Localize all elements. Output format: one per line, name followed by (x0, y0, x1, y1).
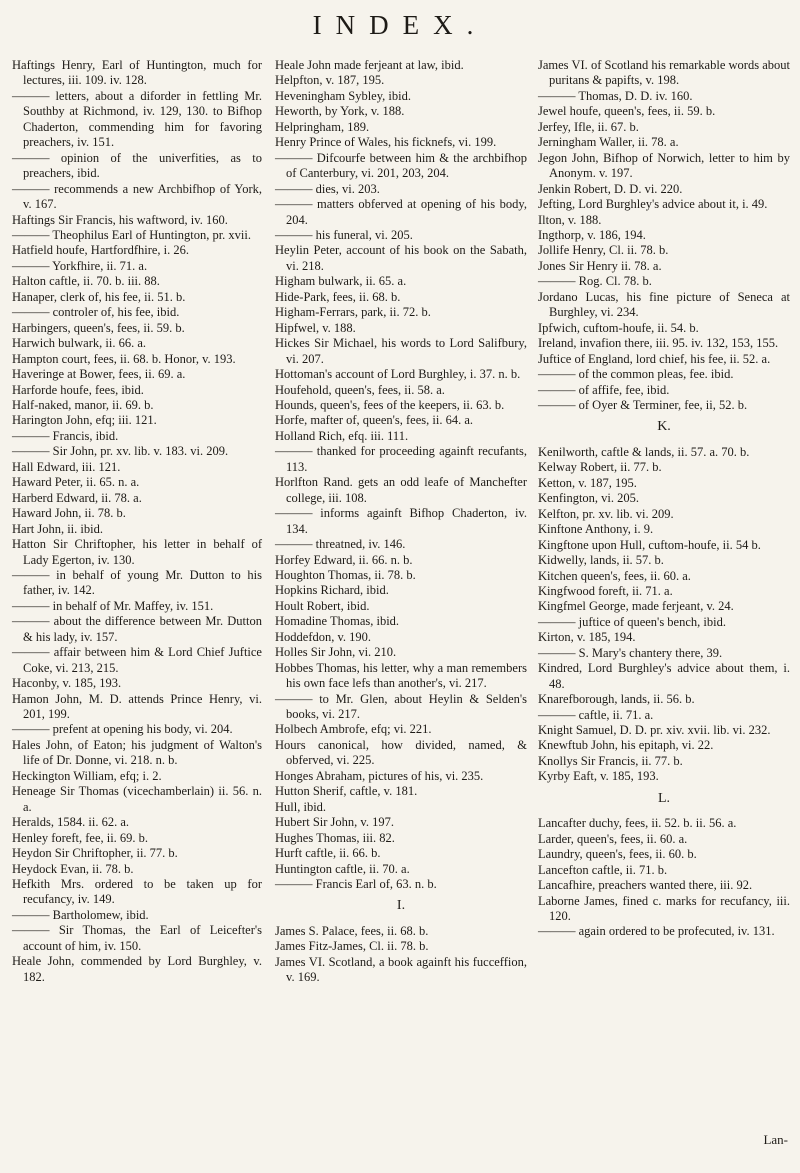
index-entry: ——— prefent at opening his body, vi. 204. (12, 722, 233, 737)
index-entry: Kindred, Lord Burghley's advice about them, i. 48. (538, 661, 790, 691)
index-entry: Hide-Park, fees, ii. 68. b. (275, 289, 401, 304)
index-entry: Jewel houfe, queen's, fees, ii. 59. b. (538, 104, 716, 119)
index-entry: Haconby, v. 185, 193. (12, 676, 122, 691)
index-entry: Ireland, invafion there, iii. 95. iv. 132, 153, 155. (538, 336, 779, 351)
index-entry: Hamon John, M. D. attends Prince Henry, vi. 201, 199. (12, 691, 262, 722)
index-entry: ——— of affife, fee, ibid. (538, 382, 670, 397)
index-entry: ——— Francis Earl of, 63. n. b. (275, 877, 437, 892)
index-entry: Jerningham Waller, ii. 78. a. (538, 135, 679, 150)
catchword: Lan- (763, 1132, 788, 1147)
index-entry: Heralds, 1584. ii. 62. a. (12, 815, 129, 830)
index-entry: Kinftone Anthony, i. 9. (538, 522, 654, 537)
index-entry: ——— to Mr. Glen, about Heylin & Selden's books, vi. 217. (275, 691, 527, 722)
index-entry: Kelway Robert, ii. 77. b. (538, 460, 662, 475)
index-entry: ——— again ordered to be profecuted, iv. 131. (538, 924, 775, 939)
index-entry: Hatton Sir Chriftopher, his letter in behalf of Lady Egerton, iv. 130. (12, 537, 262, 567)
index-entry: ——— caftle, ii. 71. a. (538, 707, 654, 722)
index-entry: Hales John, of Eaton; his judgment of Walton's life of Dr. Donne, vi. 218. n. b. (12, 737, 262, 768)
index-entry: Henry Prince of Wales, his ficknefs, vi. 199. (275, 135, 497, 150)
index-entry: Helpringham, 189. (275, 119, 370, 134)
index-entry: Honges Abraham, pictures of his, vi. 235. (275, 768, 484, 783)
index-entry: Hutton Sherif, caftle, v. 181. (275, 784, 418, 799)
index-entry: ——— in behalf of young Mr. Dutton to his father, iv. 142. (12, 567, 262, 598)
index-entry: Houfehold, queen's, fees, ii. 58. a. (275, 382, 445, 397)
index-entry: ——— informs againft Bifhop Chaderton, iv. 134. (275, 506, 527, 536)
index-entry: ——— of Oyer & Terminer, fee, ii, 52. b. (538, 397, 748, 412)
index-entry: ——— in behalf of Mr. Maffey, iv. 151. (12, 598, 214, 613)
index-entry: Heydock Evan, ii. 78. b. (12, 861, 134, 876)
index-entry: Halton caftle, ii. 70. b. iii. 88. (12, 274, 160, 289)
index-entry: Hopkins Richard, ibid. (275, 583, 389, 598)
index-entry: Jollife Henry, Cl. ii. 78. b. (538, 243, 669, 258)
index-entry: ——— Sir Thomas, the Earl of Leicefter's account of him, iv. 150. (12, 923, 262, 953)
index-entry: ——— Rog. Cl. 78. b. (538, 274, 652, 289)
index-entry: Hall Edward, iii. 121. (12, 459, 121, 474)
index-entry: Horlfton Rand. gets an odd leafe of Manchefter college, iii. 108. (275, 475, 527, 505)
index-entry: Hubert Sir John, v. 197. (275, 815, 394, 830)
index-entry: James S. Palace, fees, ii. 68. b. (275, 923, 429, 938)
index-entry: Hickes Sir Michael, his words to Lord Salifbury, vi. 207. (275, 336, 527, 366)
index-entry: James VI. Scotland, a book againft his fucceffion, v. 169. (275, 954, 527, 985)
index-entry: Jefting, Lord Burghley's advice about it, i. 49. (538, 197, 768, 212)
index-entry: Haftings Henry, Earl of Huntington, much for lectures, iii. 109. iv. 128. (12, 58, 262, 88)
section-letter-heading: K. (657, 419, 671, 435)
index-entry: Haveringe at Bower, fees, ii. 69. a. (12, 367, 186, 382)
index-entry: Jenkin Robert, D. D. vi. 220. (538, 181, 683, 196)
index-entry: ——— letters, about a diforder in fettling Mr. Southby at Richmond, iv. 129, 130. to Bifhop Chaderton, commending him for favoring preachers, iv. 151. (12, 88, 262, 150)
index-entry: Kingfwood foreft, ii. 71. a. (538, 583, 673, 598)
index-entry: Kingftone upon Hull, cuftom-houfe, ii. 54 b. (538, 537, 761, 552)
index-entry: Kirton, v. 185, 194. (538, 630, 636, 645)
index-entry: Hampton court, fees, ii. 68. b. Honor, v. 193. (12, 351, 236, 366)
index-entry: Hottoman's account of Lord Burghley, i. 37. n. b. (275, 367, 521, 382)
index-entry: Hoult Robert, ibid. (275, 598, 370, 613)
index-entry: ——— thanked for proceeding againft recufants, 113. (275, 444, 527, 474)
index-entry: Harwich bulwark, ii. 66. a. (12, 336, 146, 351)
index-entry: ——— Yorkfhire, ii. 71. a. (12, 258, 148, 273)
index-entry: Knewftub John, his epitaph, vi. 22. (538, 738, 714, 753)
index-entry: Ilton, v. 188. (538, 212, 602, 227)
index-entry: Jones Sir Henry ii. 78. a. (538, 258, 662, 273)
index-column-2 (275, 58, 527, 986)
index-entry: ——— of the common pleas, fee. ibid. (538, 367, 734, 382)
index-entry: Haftings Sir Francis, his waftword, iv. 160. (12, 212, 228, 227)
index-entry: Knollys Sir Francis, ii. 77. b. (538, 753, 683, 768)
section-letter-heading: I. (396, 898, 406, 914)
index-entry: Holland Rich, efq. iii. 111. (275, 428, 409, 443)
index-entry: ——— matters obferved at opening of his body, 204. (275, 197, 527, 227)
index-entry: Harforde houfe, fees, ibid. (12, 382, 144, 397)
section-letter-heading: L. (657, 790, 671, 806)
index-entry: Haward Peter, ii. 65. n. a. (12, 475, 140, 490)
index-entry: Jegon John, Bifhop of Norwich, letter to him by Anonym. v. 197. (538, 150, 790, 181)
index-entry: Ketton, v. 187, 195. (538, 475, 637, 490)
index-entry: Hipfwel, v. 188. (275, 320, 356, 335)
index-entry: Houghton Thomas, ii. 78. b. (275, 567, 416, 582)
index-entry: ——— about the difference between Mr. Dutton & his lady, iv. 157. (12, 614, 262, 644)
index-entry: Horfe, mafter of, queen's, fees, ii. 64. a. (275, 413, 474, 428)
index-entry: Hours canonical, how divided, named, & obferved, vi. 225. (275, 737, 527, 768)
index-entry: Higham bulwark, ii. 65. a. (275, 274, 407, 289)
index-entry: Holles Sir John, vi. 210. (275, 645, 397, 660)
index-entry: ——— Difcourfe between him & the archbifhop of Canterbury, vi. 201, 203, 204. (275, 150, 527, 181)
index-entry: Hatfield houfe, Hartfordfhire, i. 26. (12, 243, 190, 258)
index-entry: ——— S. Mary's chantery there, 39. (538, 645, 723, 660)
index-entry: Hoddefdon, v. 190. (275, 629, 372, 644)
index-entry: Hart John, ii. ibid. (12, 521, 103, 536)
index-entry: Heale John made ferjeant at law, ibid. (275, 58, 464, 72)
index-entry: Larder, queen's, fees, ii. 60. a. (538, 831, 688, 846)
index-entry: Hughes Thomas, iii. 82. (275, 830, 395, 845)
index-entry: Harbingers, queen's, fees, ii. 59. b. (12, 320, 185, 335)
index-entry: ——— opinion of the univerfities, as to preachers, ibid. (12, 150, 262, 181)
index-entry: Lancafhire, preachers wanted there, iii. 92. (538, 878, 753, 893)
index-entry: Kenfington, vi. 205. (538, 491, 640, 506)
index-entry: Ipfwich, cuftom-houfe, ii. 54. b. (538, 320, 699, 335)
index-entry: ——— Theophilus Earl of Huntington, pr. xvii. (12, 227, 251, 242)
index-entry: Heneage Sir Thomas (vicechamberlain) ii. 56. n. a. (12, 784, 262, 814)
index-entry: Haward John, ii. 78. b. (12, 506, 126, 521)
index-entry: Heveningham Sybley, ibid. (275, 88, 411, 103)
index-entry: Knight Samuel, D. D. pr. xiv. xvii. lib. vi. 232. (538, 723, 771, 738)
index-entry: Kenilworth, caftle & lands, ii. 57. a. 70. b. (538, 444, 750, 459)
index-entry: James VI. of Scotland his remarkable words about puritans & papifts, v. 198. (538, 58, 790, 88)
index-entry: Kelfton, pr. xv. lib. vi. 209. (538, 506, 674, 521)
index-entry: Heckington William, efq; i. 2. (12, 768, 162, 783)
index-entry: Lancefton caftle, ii. 71. b. (538, 862, 668, 877)
index-entry: Hefkith Mrs. ordered to be taken up for recufancy, iv. 149. (12, 877, 262, 907)
index-entry: Homadine Thomas, ibid. (275, 614, 400, 629)
index-entry: ——— controler of, his fee, ibid. (12, 305, 180, 320)
index-entry: ——— affair between him & Lord Chief Juftice Coke, vi. 213, 215. (12, 645, 262, 675)
index-entry: ——— Bartholomew, ibid. (12, 907, 149, 922)
index-entry: Helpfton, v. 187, 195. (275, 73, 385, 88)
index-entry: Harberd Edward, ii. 78. a. (12, 490, 142, 505)
index-entry: Laundry, queen's, fees, ii. 60. b. (538, 847, 697, 862)
index-entry: James Fitz-James, Cl. ii. 78. b. (275, 939, 429, 954)
index-entry: Juftice of England, lord chief, his fee, ii. 52. a. (538, 351, 771, 366)
index-entry: Hurft caftle, ii. 66. b. (275, 846, 381, 861)
index-entry: Jordano Lucas, his fine picture of Seneca at Burghley, vi. 234. (538, 289, 790, 320)
index-entry: ——— juftice of queen's bench, ibid. (538, 614, 726, 629)
index-entry: ——— Francis, ibid. (12, 428, 119, 443)
index-entry: ——— Thomas, D. D. iv. 160. (538, 88, 693, 103)
page-title: INDEX. (312, 10, 488, 40)
index-entry: ——— threatned, iv. 146. (275, 537, 406, 552)
index-entry: Hobbes Thomas, his letter, why a man remembers his own face lefs than another's, vi. 217. (275, 660, 527, 691)
index-entry: ——— his funeral, vi. 205. (275, 227, 413, 242)
index-entry: Knarefborough, lands, ii. 56. b. (538, 692, 695, 707)
index-entry: Henley foreft, fee, ii. 69. b. (12, 830, 149, 845)
index-entry: Hounds, queen's, fees of the keepers, ii. 63. b. (275, 397, 505, 412)
index-entry: ——— dies, vi. 203. (275, 181, 380, 196)
index-entry: ——— Sir John, pr. xv. lib. v. 183. vi. 209. (12, 444, 229, 459)
index-column-1 (12, 58, 262, 985)
index-entry: Hull, ibid. (275, 799, 327, 814)
index-entry: Holbech Ambrofe, efq; vi. 221. (275, 722, 432, 737)
index-entry: Huntington caftle, ii. 70. a. (275, 861, 410, 876)
index-entry: Heylin Peter, account of his book on the Sabath, vi. 218. (275, 243, 527, 273)
index-entry: Kyrby Eaft, v. 185, 193. (538, 769, 659, 784)
index-entry: Half-naked, manor, ii. 69. b. (12, 397, 154, 412)
index-entry: Hanaper, clerk of, his fee, ii. 51. b. (12, 289, 186, 304)
index-column-3 (538, 58, 790, 940)
index-entry: ——— recommends a new Archbifhop of York, v. 167. (12, 181, 262, 212)
index-entry: Kingfmel George, made ferjeant, v. 24. (538, 599, 734, 614)
index-entry: Harington John, efq; iii. 121. (12, 413, 157, 428)
index-entry: Heworth, by York, v. 188. (275, 104, 405, 119)
index-entry: Higham-Ferrars, park, ii. 72. b. (275, 305, 431, 320)
index-entry: Kitchen queen's, fees, ii. 60. a. (538, 568, 691, 583)
index-entry: Heydon Sir Chriftopher, ii. 77. b. (12, 846, 178, 861)
index-entry: Horfey Edward, ii. 66. n. b. (275, 552, 413, 567)
index-entry: Heale John, commended by Lord Burghley, v. 182. (12, 954, 262, 984)
index-entry: Lancafter duchy, fees, ii. 52. b. ii. 56. a. (538, 816, 737, 831)
index-entry: Ingthorp, v. 186, 194. (538, 227, 646, 242)
index-entry: Jerfey, Ifle, ii. 67. b. (538, 119, 639, 134)
index-entry: Laborne James, fined c. marks for recufancy, iii. 120. (538, 893, 790, 924)
index-entry: Kidwelly, lands, ii. 57. b. (538, 553, 664, 568)
